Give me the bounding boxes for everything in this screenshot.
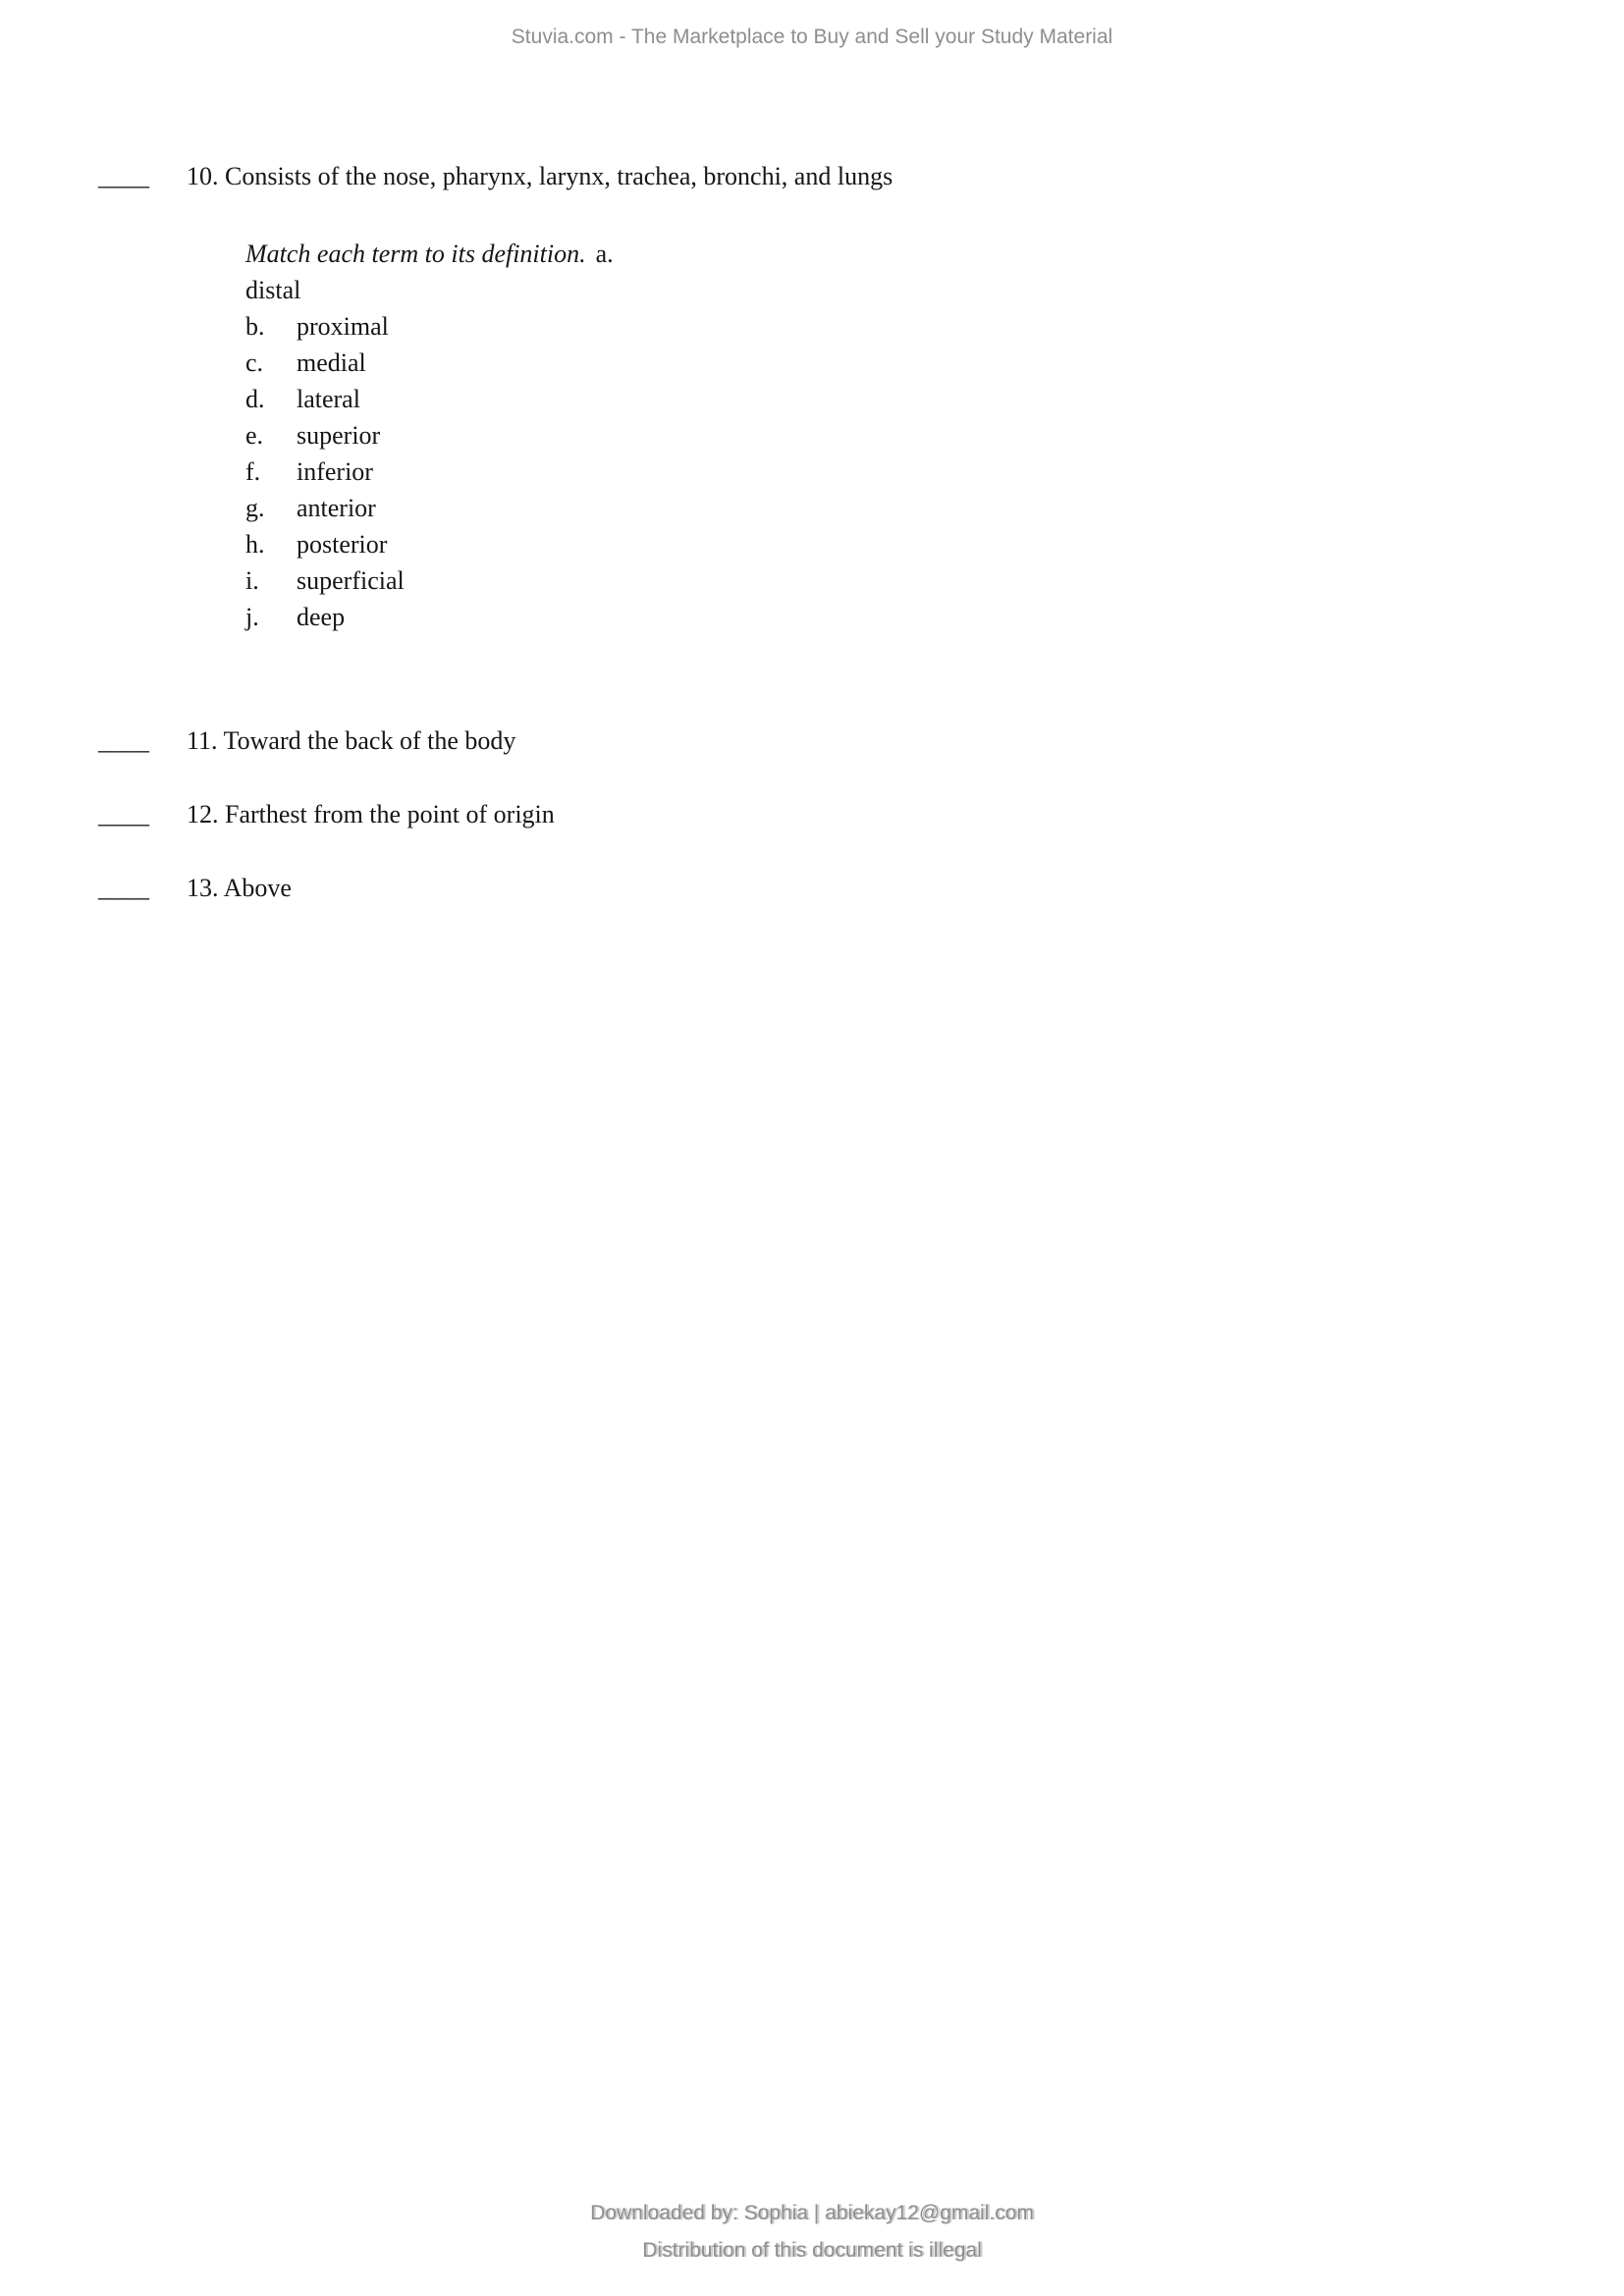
- option-term: medial: [297, 348, 366, 377]
- option-letter: h.: [245, 530, 265, 559]
- option-term: inferior: [297, 457, 373, 486]
- option-letter: d.: [245, 385, 265, 413]
- option-row: [245, 381, 614, 417]
- page-header-watermark: [0, 27, 1624, 48]
- question-number: 11.: [187, 726, 218, 755]
- option-letter: i.: [245, 566, 259, 595]
- option-row: [245, 454, 614, 490]
- matching-instruction: Match each term to its definition.: [245, 240, 586, 268]
- matching-instruction-line: [245, 236, 614, 272]
- option-letter-a: a.: [595, 240, 614, 268]
- question-row-11: [98, 726, 515, 756]
- option-letter: j.: [245, 603, 259, 631]
- option-term-a: distal: [245, 276, 301, 304]
- option-letter: f.: [245, 457, 261, 486]
- option-letter: b.: [245, 312, 265, 341]
- question-row-13: [98, 874, 292, 903]
- option-row: [245, 308, 614, 345]
- question-row-10: [98, 162, 893, 191]
- option-term: superior: [297, 421, 381, 450]
- option-term: posterior: [297, 530, 388, 559]
- question-number: 12.: [187, 800, 219, 828]
- option-term: proximal: [297, 312, 389, 341]
- answer-blank: ____: [98, 726, 149, 755]
- option-letter: e.: [245, 421, 264, 450]
- question-row-12: [98, 800, 555, 829]
- question-number: 10.: [187, 162, 219, 190]
- option-row: [245, 599, 614, 635]
- header-text: Stuvia.com - The Marketplace to Buy and Sell your Study Material: [511, 26, 1113, 48]
- question-number: 13.: [187, 874, 219, 902]
- option-term: lateral: [297, 385, 360, 413]
- question-text: Farthest from the point of origin: [225, 800, 555, 828]
- option-row: [245, 526, 614, 562]
- option-term: anterior: [297, 494, 376, 522]
- page-footer-watermark: [0, 2201, 1624, 2264]
- question-text: Above: [223, 874, 292, 902]
- option-term: deep: [297, 603, 346, 631]
- answer-blank: ____: [98, 874, 149, 902]
- option-row: [245, 417, 614, 454]
- answer-blank: ____: [98, 162, 149, 190]
- question-text: Toward the back of the body: [223, 726, 516, 755]
- option-row: [245, 345, 614, 381]
- footer-distribution-notice: Distribution of this document is illegal: [642, 2239, 982, 2262]
- footer-downloaded-by: Downloaded by: Sophia | abiekay12@gmail.com: [590, 2202, 1034, 2224]
- option-letter: g.: [245, 494, 265, 522]
- answer-blank: ____: [98, 800, 149, 828]
- matching-section: [245, 236, 614, 635]
- question-text: Consists of the nose, pharynx, larynx, trachea, bronchi, and lungs: [225, 162, 893, 190]
- option-row: [245, 490, 614, 526]
- option-term: superficial: [297, 566, 405, 595]
- option-row: [245, 562, 614, 599]
- option-letter: c.: [245, 348, 264, 377]
